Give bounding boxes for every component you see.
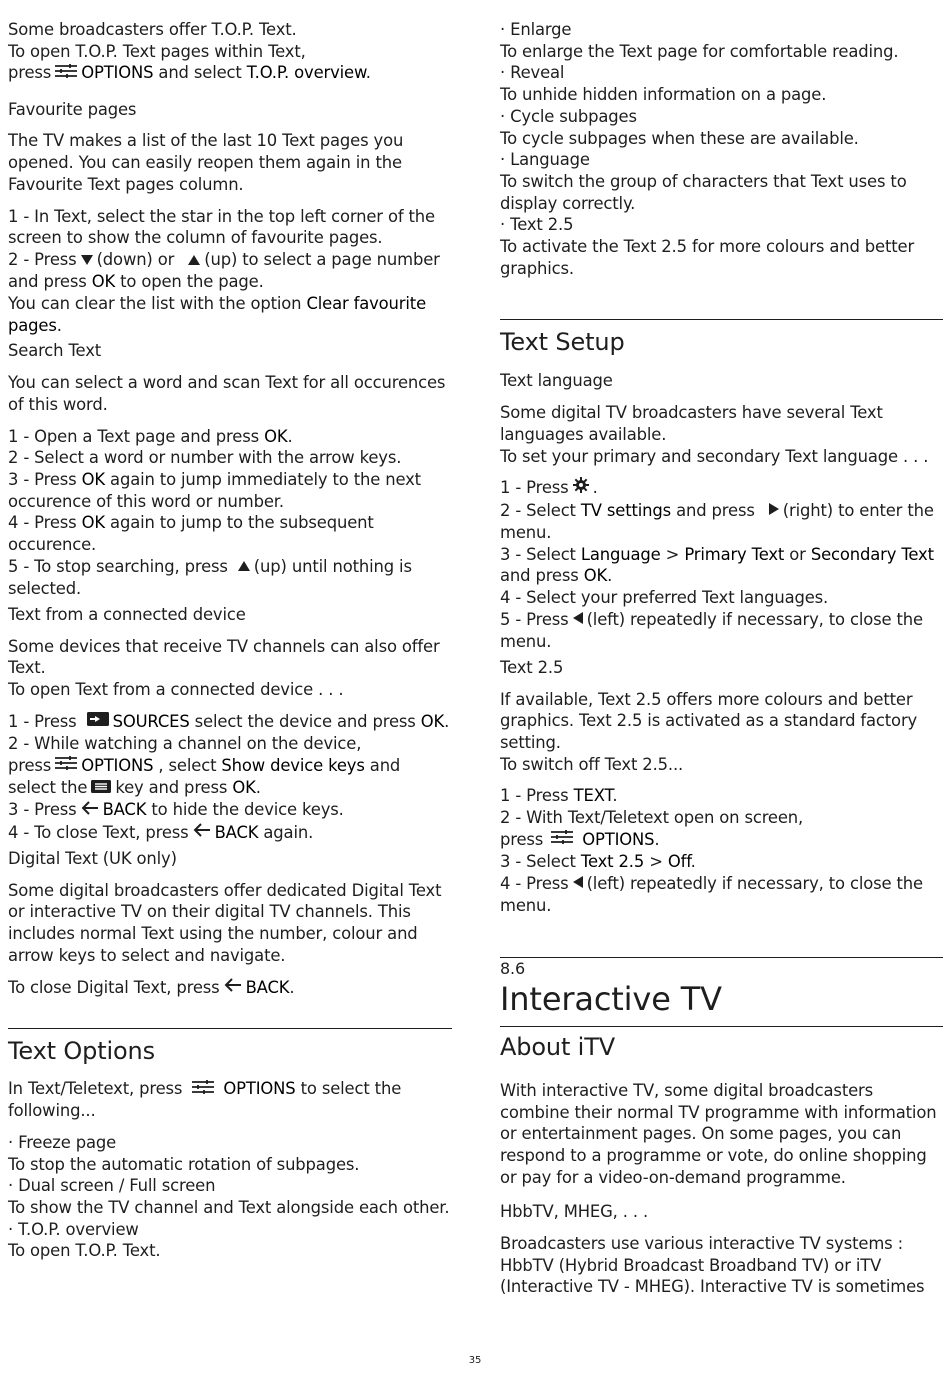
left-column <box>8 19 452 1262</box>
favourite-step-1: 1 - In Text, select the star in the top left corner of the screen to show the column of favourite pages. <box>8 206 435 248</box>
device-step-3: 3 - Press BACK to hide the device keys. <box>8 800 344 820</box>
favourite-step-2: 2 - Press (down) or (up) to select a page number and press OK to open the page. <box>8 249 440 292</box>
text-25-step-3: 3 - Select Text 2.5 > Off. <box>500 852 696 872</box>
down-arrow-icon <box>81 249 93 271</box>
language-step-3: 3 - Select Language > Primary Text or Secondary Text and press OK. <box>500 544 934 586</box>
sources-icon <box>87 710 109 732</box>
left-arrow-icon <box>573 608 583 630</box>
section-divider <box>500 1026 943 1027</box>
option-desc: To stop the automatic rotation of subpages. <box>8 1154 360 1174</box>
about-intro: With interactive TV, some digital broadcasters combine their normal TV programme with information or entertainment pages. On some pages, you can respond to a programme or vote, do online shopping or pay for a video-on-demand programme. <box>500 1080 937 1187</box>
hbbtv-heading: HbbTV, MHEG, . . . <box>500 1202 649 1222</box>
options-icon <box>551 828 573 850</box>
text-25-intro-1: If available, Text 2.5 offers more colours and better graphics. Text 2.5 is activated as a standard factory setting. <box>500 689 918 752</box>
language-step-4: 4 - Select your preferred Text languages. <box>500 588 829 608</box>
language-step-2: 2 - Select TV settings and press (right) to enter the menu. <box>500 500 934 542</box>
device-intro-2: To open Text from a connected device . . . <box>8 679 344 699</box>
left-arrow-icon <box>573 872 583 894</box>
search-step-3: 3 - Press OK again to jump immediately to the next occurence of this word or number. <box>8 469 421 511</box>
digital-intro: Some digital broadcasters offer dedicated Digital Text or interactive TV on their digital TV channels. This includes normal Text using the number, colour and arrow keys to select and navigate. <box>8 880 442 965</box>
text-25-intro-2: To switch off Text 2.5... <box>500 754 684 774</box>
option-name: · Dual screen / Full screen <box>8 1176 216 1196</box>
language-intro-2: To set your primary and secondary Text language . . . <box>500 446 929 466</box>
about-itv-title: About iTV <box>500 1032 615 1061</box>
back-arrow-icon <box>193 821 211 843</box>
options-icon <box>55 62 77 84</box>
top-intro-line-2: To open T.O.P. Text pages within Text, <box>8 41 306 61</box>
up-arrow-icon <box>188 249 200 271</box>
favourite-pages-heading: Favourite pages <box>8 99 137 119</box>
option-name: · Enlarge <box>500 20 572 39</box>
device-step-1: 1 - Press SOURCES select the device and press OK. <box>8 711 450 731</box>
option-name: · Language <box>500 150 590 170</box>
option-name: · Freeze page <box>8 1132 117 1152</box>
option-desc: To activate the Text 2.5 for more colours and better graphics. <box>500 237 915 278</box>
chapter-title: Interactive TV <box>500 979 722 1018</box>
option-desc: To open T.O.P. Text. <box>8 1241 161 1261</box>
option-name: · Cycle subpages <box>500 106 637 126</box>
text-key-icon <box>91 777 111 799</box>
options-list <box>8 1132 452 1262</box>
language-step-5: 5 - Press (left) repeatedly if necessary, to close the menu. <box>500 609 923 652</box>
option-name: · T.O.P. overview <box>8 1219 139 1239</box>
option-desc: To cycle subpages when these are available. <box>500 128 859 148</box>
option-name: · Text 2.5 <box>500 215 574 235</box>
section-divider <box>8 1028 452 1029</box>
option-desc: To switch the group of characters that Text uses to display correctly. <box>500 171 907 213</box>
language-intro-1: Some digital TV broadcasters have several Text languages available. <box>500 403 883 444</box>
search-step-2: 2 - Select a word or number with the arrow keys. <box>8 448 402 468</box>
favourite-clear-note: You can clear the list with the option Clear favourite pages. <box>8 294 426 335</box>
search-text-heading: Search Text <box>8 341 102 361</box>
text-25-step-1: 1 - Press TEXT. <box>500 786 618 806</box>
option-desc: To unhide hidden information on a page. <box>500 85 827 105</box>
search-intro: You can select a word and scan Text for all occurences of this word. <box>8 373 446 414</box>
options-icon <box>192 1078 214 1100</box>
options-icon <box>55 754 77 776</box>
digital-text-heading: Digital Text (UK only) <box>8 849 177 869</box>
gear-icon <box>573 477 589 499</box>
search-step-1: 1 - Open a Text page and press OK. <box>8 426 293 446</box>
section-divider <box>500 319 943 320</box>
device-step-2: 2 - While watching a channel on the device, press OPTIONS , select Show device keys and select the key and press OK. <box>8 733 401 797</box>
option-desc: To enlarge the Text page for comfortable reading. <box>500 41 899 61</box>
up-arrow-icon <box>238 555 250 577</box>
text-25-step-2: 2 - With Text/Teletext open on screen, press OPTIONS. <box>500 808 804 849</box>
right-arrow-icon <box>769 499 779 521</box>
text-25-heading: Text 2.5 <box>500 657 564 677</box>
back-arrow-icon <box>81 799 99 821</box>
text-setup-title: Text Setup <box>500 328 625 357</box>
digital-close: To close Digital Text, press BACK. <box>8 977 295 997</box>
connected-device-heading: Text from a connected device <box>8 604 246 624</box>
chapter-number: 8.6 <box>500 958 525 978</box>
language-step-1: 1 - Press . <box>500 478 598 498</box>
favourite-intro: The TV makes a list of the last 10 Text pages you opened. You can easily reopen them again in the Favourite Text pages column. <box>8 131 404 194</box>
page-number: 35 <box>468 1355 482 1366</box>
right-column <box>500 19 943 1298</box>
options-intro: In Text/Teletext, press OPTIONS to select the following... <box>8 1078 402 1121</box>
text-language-heading: Text language <box>500 371 613 391</box>
device-intro-1: Some devices that receive TV channels can also offer Text. <box>8 636 440 678</box>
back-arrow-icon <box>224 976 242 998</box>
hbbtv-intro: Broadcasters use various interactive TV systems : HbbTV (Hybrid Broadcast Broadband TV) or iTV (Interactive TV - MHEG). Interactive TV is sometimes <box>500 1234 925 1297</box>
option-desc: To show the TV channel and Text alongside each other. <box>8 1198 450 1218</box>
options-list-continued <box>500 19 943 279</box>
text-25-step-4: 4 - Press (left) repeatedly if necessary, to close the menu. <box>500 873 923 916</box>
device-step-4: 4 - To close Text, press BACK again. <box>8 822 314 842</box>
option-name: · Reveal <box>500 63 565 83</box>
top-instruction: press OPTIONS and select T.O.P. overview. <box>8 63 371 83</box>
text-options-title: Text Options <box>8 1036 155 1065</box>
search-step-4: 4 - Press OK again to jump to the subsequent occurence. <box>8 513 374 555</box>
top-intro-line-1: Some broadcasters offer T.O.P. Text. <box>8 20 297 39</box>
search-step-5: 5 - To stop searching, press (up) until nothing is selected. <box>8 556 412 599</box>
